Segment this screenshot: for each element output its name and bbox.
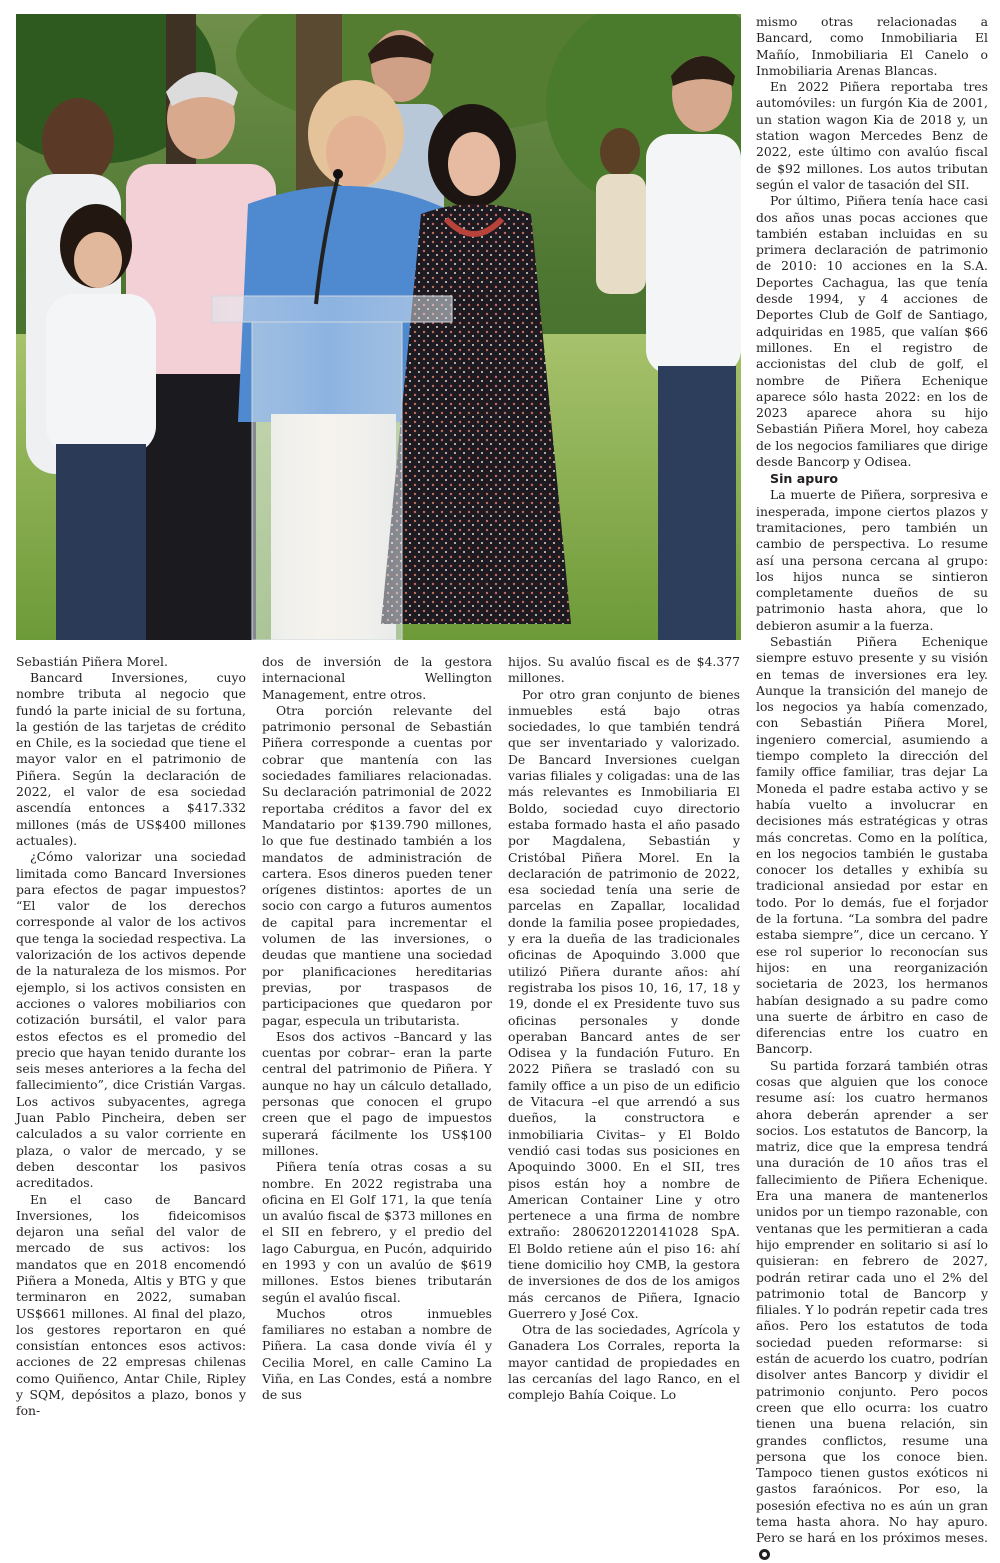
paragraph: Por otro gran conjunto de bienes inmuebles está bajo otras sociedades, lo que también tendrá que ser inventariado y valorizado. De Bancard Inversiones cuelgan varias filiales y coligadas: una de las más relevantes es Inmobiliaria El Boldo, sociedad cuyo directorio estaba formado hasta el año pasado por Magdalena, Sebastián y Cristóbal Piñera Morel. En la declaración de patrimonio de 2022, esa sociedad tenía una serie de parcelas en Zapallar, localidad donde la familia posee propiedades, y era la dueña de las tradicionales oficinas de Apoquindo 3.000 que utilizó Piñera durante años: ahí registraba los pisos 10, 16, 17, 18 y 19, donde el ex Presidente tuvo sus oficinas personales y donde operaban Bancard antes de ser Odisea y la fundación Futuro. En 2022 Piñera se trasladó con su family office a un piso de un edificio de Vitacura –el que arrendó a sus dueños, la constructora e inmobiliaria Civitas– y El Boldo vendió casi todas sus posiciones en Apoquindo 3000. En el SII, tres pisos están hoy a nombre de American Container Line y otro pertenece a una firma de nombre extraño: 2806201220141028 SpA. El Boldo retiene aún el piso 16: ahí tiene domicilio hoy CMB, la gestora de inversiones de dos de los amigos más cercanos de Piñera, Ignacio Guerrero y José Cox. bbox=[508, 686, 740, 1321]
section-subhead: Sin apuro bbox=[770, 471, 839, 487]
photo-caption: Sebastián Piñera Morel. bbox=[16, 654, 168, 669]
paragraph: Por último, Piñera tenía hace casi dos años unas pocas acciones que también estaban incluidas en su primera declaración de patrimonio de 2010: 10 acciones en la S.A. Deportes Cachagua, las que tenía desde 1994, y 4 acciones de Deportes Club de Golf de Santiago, adquiridas en 1985, que valían $66 millones. En el registro de accionistas del club de golf, el nombre de Piñera Echenique aparece sólo hasta 2022: en los de 2023 aparece ahora su hijo Sebastián Piñera Morel, hoy cabeza de los negocios familiares que dirige desde Bancorp y Odisea. bbox=[756, 193, 988, 470]
paragraph: Muchos otros inmuebles familiares no estaban a nombre de Piñera. La casa donde vivía él y Cecilia Morel, en calle Camino La Viña, en Las Condes, está a nombre de sus bbox=[262, 1305, 492, 1403]
article-column-2 bbox=[262, 654, 492, 1404]
paragraph: Esos dos activos –Bancard y las cuentas por cobrar– eran la parte central del patrimonio de Piñera. Y aunque no hay un cálculo detallado, personas que conocen el grupo creen que el pago de impuestos superará fácilmente los US$100 millones. bbox=[262, 1028, 492, 1158]
paragraph-last bbox=[756, 1058, 988, 1563]
paragraph: Otra porción relevante del patrimonio personal de Sebastián Piñera corresponde a cuentas por cobrar que mantenía con las sociedades familiares relacionadas. Su declaración patrimonial de 2022 reportaba créditos a favor del ex Mandatario por $139.790 millones, lo que fue destinado también a los mandatos de administración de cartera. Esos dineros pueden tener orígenes distintos: aportes de un socio con cargo a futuros aumentos de capital para incrementar el volumen de las inversiones, o deudas que mantiene una sociedad por planificaciones hereditarias previas, por traspasos de participaciones que quedaron por pagar, especula un tributarista. bbox=[262, 702, 492, 1028]
article-column-4 bbox=[756, 14, 988, 1563]
end-of-article-icon bbox=[759, 1549, 770, 1560]
article-column-3 bbox=[508, 654, 740, 1404]
paragraph: Otra de las sociedades, Agrícola y Ganadera Los Corrales, reporta la mayor cantidad de propiedades en las cercanías del lago Ranco, en el complejo Bahía Coique. Lo bbox=[508, 1322, 740, 1403]
article-column-1 bbox=[16, 670, 246, 1420]
paragraph: Sebastián Piñera Echenique siempre estuvo presente y su visión en temas de inversiones era ley. Aunque la transición del manejo de los negocios ya había comenzado, con Sebastián Piñera Morel, ingeniero comercial, asumiendo a tiempo completo la dirección del family office familiar, tras dejar La Moneda el padre estaba activo y se había vuelto a involucrar en decisiones más estratégicas y otras más concretas. Como en la política, en los negocios también le gustaba conocer los detalles y exhibía su tradicional ansiedad por estar en todo. Por lo demás, fue el forjador de la fortuna. “La sombra del padre estaba siempre”, dice un cercano. Y ese rol superior lo reconocían sus hijos: en una reorganización societaria de 2023, los hermanos habían designado a su padre como una suerte de árbitro en caso de diferencias entre los cuatro en Bancorp. bbox=[756, 633, 988, 1057]
paragraph-text: Su partida forzará también otras cosas que alguien que los conoce resume así: los cuatro hermanos ahora deberán aprender a ser socios. Los estatutos de Bancorp, la matriz, dice que la empresa tendrá una duración de 10 años tras el fallecimiento de Piñera Echenique. Era una manera de mantenerlos unidos por un tiempo razonable, con ventanas que les permitieran a cada hijo emprender en solitario si así lo quisieran: en febrero de 2027, podrán retirar cada uno el 2% del patrimonio total de Bancorp y filiales. Y lo podrán repetir cada tres años. Pero los estatutos de toda sociedad pueden reformarse: si están de acuerdo los cuatro, podrían disolver antes Bancorp y dividir el patrimonio conjunto. Pero pocos creen que ello ocurra: los cuatro tienen una buena relación, sin grandes conflictos, resume una persona que los conoce bien. Tampoco tienen gustos exóticos ni gastos faraónicos. Por eso, la posesión efectiva no es aún un gran tema hasta ahora. No hay apuro. Pero se hará en los próximos meses. bbox=[756, 1057, 988, 1546]
article-photo bbox=[16, 14, 741, 640]
paragraph: La muerte de Piñera, sorpresiva e inesperada, impone ciertos plazos y tramitaciones, pero también un cambio de perspectiva. Lo resume así una persona cercana al grupo: los hijos nunca se sintieron completamente dueños de su patrimonio hasta ahora, que lo debieron asumir a la fuerza. bbox=[756, 487, 988, 633]
paragraph: dos de inversión de la gestora internacional Wellington Management, entre otros. bbox=[262, 654, 492, 702]
paragraph: mismo otras relacionadas a Bancard, como Inmobiliaria El Mañío, Inmobiliaria El Canelo o Inmobiliaria Arenas Blancas. bbox=[756, 14, 988, 78]
paragraph: Piñera tenía otras cosas a su nombre. En 2022 registraba una oficina en El Golf 171, la que tenía un avalúo fiscal de $373 millones en el SII en febrero, y el predio del lago Caburgua, en Pucón, adquirido en 1993 y con un avalúo de $619 millones. Estos bienes tributarán según el avalúo fiscal. bbox=[262, 1159, 492, 1305]
paragraph: En 2022 Piñera reportaba tres automóviles: un furgón Kia de 2001, un station wagon Kia de 2018 y, un station wagon Mercedes Benz de 2022, este último con avalúo fiscal de $92 millones. Los autos tributan según el valor de tasación del SII. bbox=[756, 79, 988, 192]
paragraph: ¿Cómo valorizar una sociedad limitada como Bancard Inversiones para efectos de pagar impuestos? “El valor de los derechos corresponde al valor de los activos que tenga la sociedad respectiva. La valorización de los activos depende de la naturaleza de los mismos. Por ejemplo, si los activos consisten en acciones o valores mobiliarios con cotización bursátil, el valor para estos efectos es el promedio del precio que hayan tenido durante los seis meses anteriores a la fecha del fallecimiento”, dice Cristián Vargas. Los activos subyacentes, agrega Juan Pablo Pincheira, deben ser calculados a su valor corriente en plaza, o valor de mercado, y se deben descontar los pasivos acreditados. bbox=[16, 849, 246, 1191]
paragraph: En el caso de Bancard Inversiones, los fideicomisos dejaron una señal del valor de mercado de sus activos: los mandatos que en 2018 encomendó Piñera a Moneda, Altis y BTG y que terminaron en 2022, sumaban US$661 millones. Al final del plazo, los gestores reportaron en qué consistían entonces esos activos: acciones de 22 empresas chilenas como Quiñenco, Antar Chile, Ripley y SQM, depósitos a plazo, bonos y fon- bbox=[16, 1191, 246, 1419]
family-photo-illustration bbox=[16, 14, 741, 640]
paragraph: hijos. Su avalúo fiscal es de $4.377 millones. bbox=[508, 654, 740, 686]
paragraph: Bancard Inversiones, cuyo nombre tributa al negocio que fundó la parte inicial de su fortuna, la gestión de las tarjetas de crédito en Chile, es la sociedad que tiene el mayor valor en el patrimonio de Piñera. Según la declaración de 2022, el valor de esa sociedad ascendía entonces a $417.332 millones (más de US$400 millones actuales). bbox=[16, 670, 246, 848]
